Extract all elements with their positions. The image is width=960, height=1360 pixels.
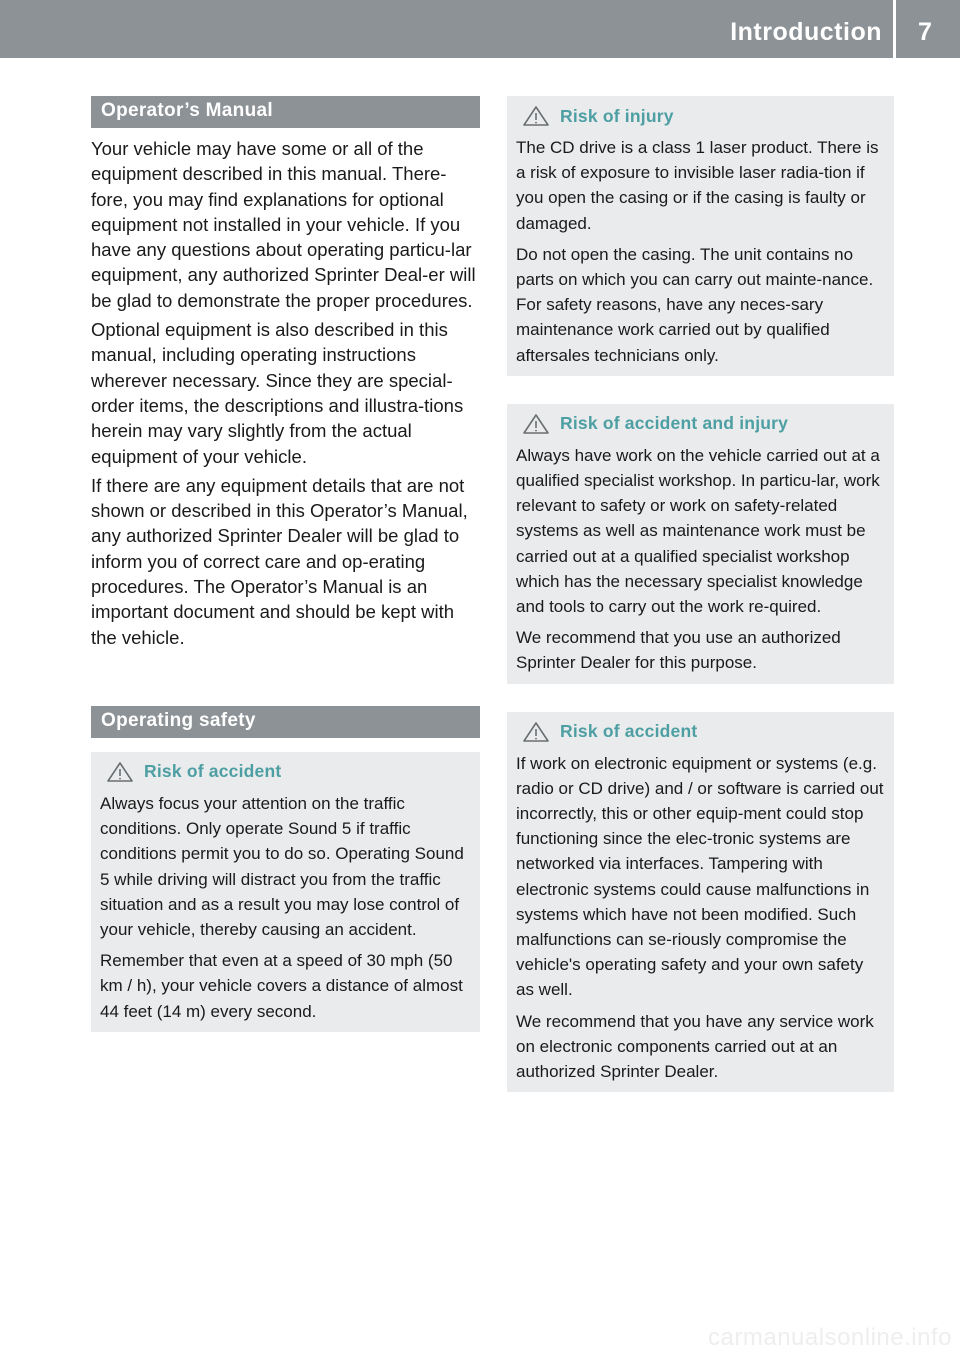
warning-header <box>516 720 885 744</box>
warning-triangle-icon <box>522 413 550 435</box>
header-divider <box>893 0 896 58</box>
warning-paragraph: Remember that even at a speed of 30 mph (50 km / h), your vehicle covers a distance of almost 44 feet (14 m) every second. <box>100 951 463 1021</box>
operators-manual-text <box>91 136 480 650</box>
warning-header <box>516 412 885 436</box>
warning-title: Risk of accident <box>560 721 698 742</box>
warning-paragraph: If work on electronic equipment or systems (e.g. radio or CD drive) and / or software is carried out incorrectly, this or other equip-ment could stop functioning since the elec-tronic systems are networked via interfaces. Tampering with electronic systems could cause malfunctions in systems which have not been modified. Such malfunctions can se-riously compromise the vehicle's operating safety and your own safety as well. <box>516 753 884 1000</box>
warning-paragraph: Do not open the casing. The unit contains no parts on which you can carry out mainte-nance. For safety reasons, have any neces-sary maintenance work carried out by qualified aftersales technicians only. <box>516 244 874 365</box>
watermark: carmanualsonline.info <box>708 1324 952 1351</box>
warning-paragraph: We recommend that you have any service work on electronic components carried out at an authorized Sprinter Dealer. <box>516 1011 874 1082</box>
operators-manual-heading: Operator’s Manual <box>91 96 480 128</box>
warning-paragraph: Always focus your attention on the traffic conditions. Only operate Sound 5 if traffic conditions permit you to do so. Operating Sound 5 while driving will distract you from the traffic situation and as a result you may lose control of your vehicle, thereby causing an accident. <box>100 793 464 939</box>
warning-triangle-icon <box>522 721 550 743</box>
page-header <box>0 0 960 58</box>
warning-paragraph: Always have work on the vehicle carried out at a qualified specialist workshop. In particu-lar, work relevant to safety or work on safety-related systems as well as maintenance work must be carried out at a qualified specialist workshop which has the necessary specialist knowledge and tools to carry out the work re-quired. <box>516 445 880 617</box>
paragraph: If there are any equipment details that are not shown or described in this Operator’s Manual, any authorized Sprinter Dealer will be glad to inform you of correct care and op-erating procedures. The Operator’s Manual is an important document and should be kept with the vehicle. <box>91 474 468 648</box>
warning-paragraph: We recommend that you use an authorized Sprinter Dealer for this purpose. <box>516 628 841 673</box>
left-column <box>91 96 480 1032</box>
warning-header <box>516 104 885 128</box>
paragraph: Optional equipment is also described in this manual, including operating instructions wherever necessary. Since they are special-order items, the descriptions and illustra-tions herein may vary slightly from the actual equipment of your vehicle. <box>91 319 464 467</box>
right-column <box>507 96 894 1092</box>
warning-box-risk-of-injury <box>507 96 894 376</box>
warning-triangle-icon <box>522 105 550 127</box>
warning-title: Risk of injury <box>560 105 674 126</box>
section-title: Introduction <box>730 18 882 46</box>
warning-paragraph: The CD drive is a class 1 laser product. There is a risk of exposure to invisible laser radia-tion if you open the casing or if the casing is faulty or damaged. <box>516 138 879 233</box>
warning-title: Risk of accident and injury <box>560 413 789 434</box>
paragraph: Your vehicle may have some or all of the equipment described in this manual. There-fore, you may find explanations for optional equipment not installed in your vehicle. If you have any questions about operating particu-lar equipment, any authorized Sprinter Deal-er will be glad to demonstrate the proper procedures. <box>91 138 476 311</box>
warning-box-risk-of-accident <box>91 752 480 1032</box>
page-number: 7 <box>918 18 932 46</box>
warning-header <box>100 760 471 784</box>
warning-title: Risk of accident <box>144 761 282 782</box>
warning-box-risk-of-accident-electronics <box>507 712 894 1093</box>
warning-triangle-icon <box>106 761 134 783</box>
operating-safety-heading: Operating safety <box>91 706 480 738</box>
warning-box-risk-of-accident-and-injury <box>507 404 894 684</box>
